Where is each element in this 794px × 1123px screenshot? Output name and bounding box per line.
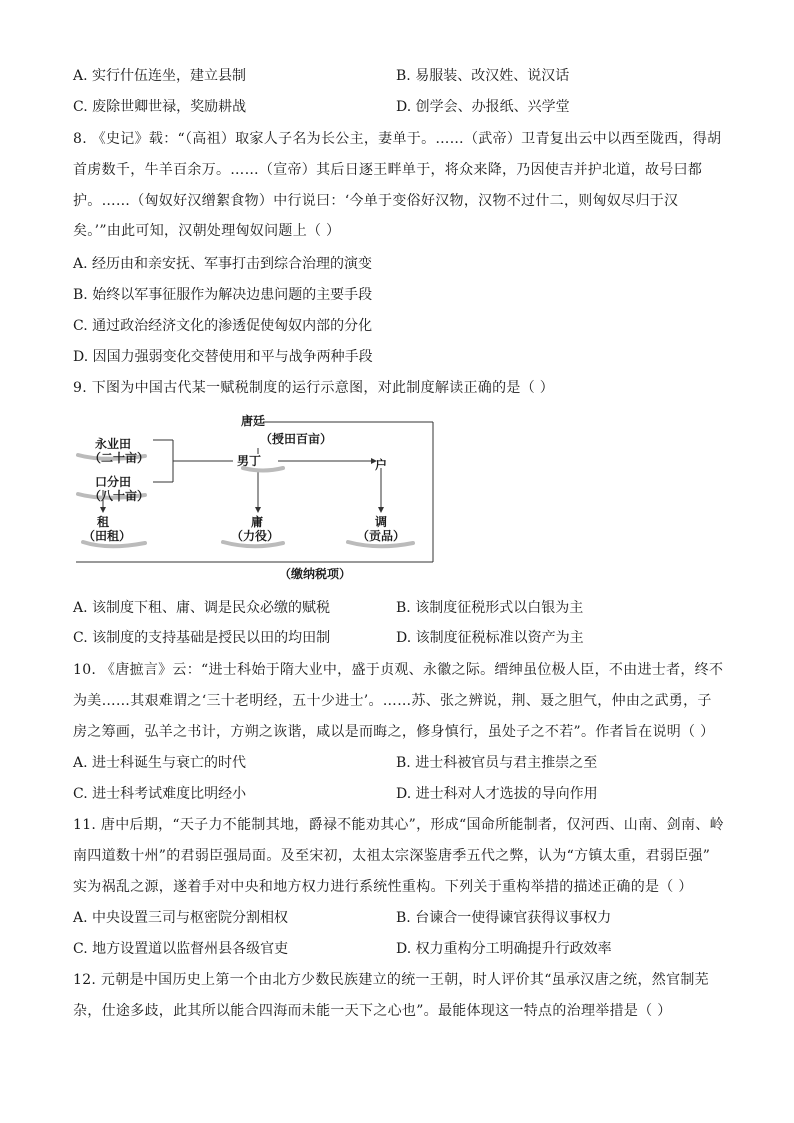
q10-stem-line-3: 房之筹画，弘羊之书计，方朔之诙谐，咸以是而晦之，修身慎行，虽处子之不若”。作者旨在说明（ ） xyxy=(73,724,715,740)
q8-stem-line-4: 矣。’”由此可知，汉朝处理匈奴问题上（ ） xyxy=(73,223,341,239)
q8-stem-line-2: 首虏数千，牛羊百余万。……（宣帝）其后日逐王畔单于，将众来降，乃因使吉并护北道，故号曰都 xyxy=(73,162,703,178)
q11-stem-line-1: 11. 唐中后期，“天子力不能制其地，爵禄不能劝其心”，形成“国命所能制者，仅河西、山南、剑南、岭 xyxy=(73,817,724,833)
q8-option-a: A. 经历由和亲安抚、军事打击到综合治理的演变 xyxy=(73,256,373,272)
q7-option-a: A. 实行什伍连坐，建立县制 xyxy=(73,68,247,84)
yongye-field-sub: （二十亩） xyxy=(89,451,150,465)
q9-option-b: B. 该制度征税形式以白银为主 xyxy=(396,600,584,616)
q11-option-a: A. 中央设置三司与枢密院分割相权 xyxy=(73,910,289,926)
q10-stem-line-2: 为美……其艰难谓之‘三十老明经，五十少进士’。……苏、张之辨说，荆、聂之胆气，仲由之武勇，子 xyxy=(73,693,712,709)
q8-stem-line-3: 护。……（匈奴好汉缯絮食物）中行说曰：‘今单于变俗好汉物，汉物不过什二，则匈奴尽归于汉 xyxy=(73,193,679,209)
tax-system-diagram xyxy=(73,410,443,585)
diagram-caption: （缴纳税项） xyxy=(279,567,352,581)
zu-sub: （田租） xyxy=(83,529,132,543)
q12-stem-line-2: 杂，仕途多歧，此其所以能合四海而未能一天下之心也”。最能体现这一特点的治理举措是（ ） xyxy=(73,1003,672,1019)
q11-option-d: D. 权力重构分工明确提升行政效率 xyxy=(396,941,612,957)
q9-stem: 9. 下图为中国古代某一赋税制度的运行示意图，对此制度解读正确的是（ ） xyxy=(73,380,555,396)
court-label: 唐廷 xyxy=(241,414,266,428)
yong-sub: （力役） xyxy=(231,529,280,543)
household-label: 户 xyxy=(375,458,388,472)
q7-option-d: D. 创学会、办报纸、兴学堂 xyxy=(396,99,570,115)
q11-option-b: B. 台谏合一使得谏官获得议事权力 xyxy=(396,910,612,926)
zu-label: 租 xyxy=(97,515,110,529)
q8-option-d: D. 因国力强弱变化交替使用和平与战争两种手段 xyxy=(73,349,373,365)
q12-stem-line-1: 12. 元朝是中国历史上第一个由北方少数民族建立的统一王朝，时人评价其“虽承汉唐之统，然官制芜 xyxy=(73,972,709,988)
q7-option-b: B. 易服装、改汉姓、说汉话 xyxy=(396,68,570,84)
q7-option-c: C. 废除世卿世禄，奖励耕战 xyxy=(73,99,247,115)
q11-option-c: C. 地方设置道以监督州县各级官吏 xyxy=(73,941,289,957)
q8-option-b: B. 始终以军事征服作为解决边患问题的主要手段 xyxy=(73,287,373,303)
koufen-field-label: 口分田 xyxy=(95,475,132,489)
q11-stem-line-2: 南四道数十州”的君弱臣强局面。及至宋初，太祖太宗深鉴唐季五代之弊，认为“方镇太重，君弱臣强” xyxy=(73,848,711,864)
q10-option-b: B. 进士科被官员与君主推崇之至 xyxy=(396,755,598,771)
q9-option-a: A. 该制度下租、庸、调是民众必缴的赋税 xyxy=(73,600,331,616)
q9-option-d: D. 该制度征税标准以资产为主 xyxy=(396,630,584,646)
q11-stem-line-3: 实为祸乱之源，遂着手对中央和地方权力进行系统性重构。下列关于重构举措的描述正确的是（ ） xyxy=(73,879,693,895)
man-label: 男丁 xyxy=(237,454,262,468)
q10-option-a: A. 进士科诞生与衰亡的时代 xyxy=(73,755,247,771)
q9-option-c: C. 该制度的支持基础是授民以田的均田制 xyxy=(73,630,331,646)
diao-sub: （贡品） xyxy=(357,529,406,543)
q10-stem-line-1: 10. 《唐摭言》云：“进士科始于隋大业中，盛于贞观、永徽之际。缙绅虽位极人臣，不由进士者，终不 xyxy=(73,662,724,678)
q10-option-d: D. 进士科对人才选拔的导向作用 xyxy=(396,786,598,802)
koufen-field-sub: （八十亩） xyxy=(89,489,150,503)
diao-label: 调 xyxy=(375,515,388,529)
q8-option-c: C. 通过政治经济文化的渗透促使匈奴内部的分化 xyxy=(73,318,373,334)
yong-label: 庸 xyxy=(251,515,264,529)
q8-stem-line-1: 8. 《史记》载：“（高祖）取家人子名为长公主，妻单于。……（武帝）卫青复出云中以西至陇西，得胡 xyxy=(73,131,722,147)
grant-label: （授田百亩） xyxy=(260,432,333,446)
q10-option-c: C. 进士科考试难度比明经小 xyxy=(73,786,247,802)
yongye-field-label: 永业田 xyxy=(95,437,132,451)
